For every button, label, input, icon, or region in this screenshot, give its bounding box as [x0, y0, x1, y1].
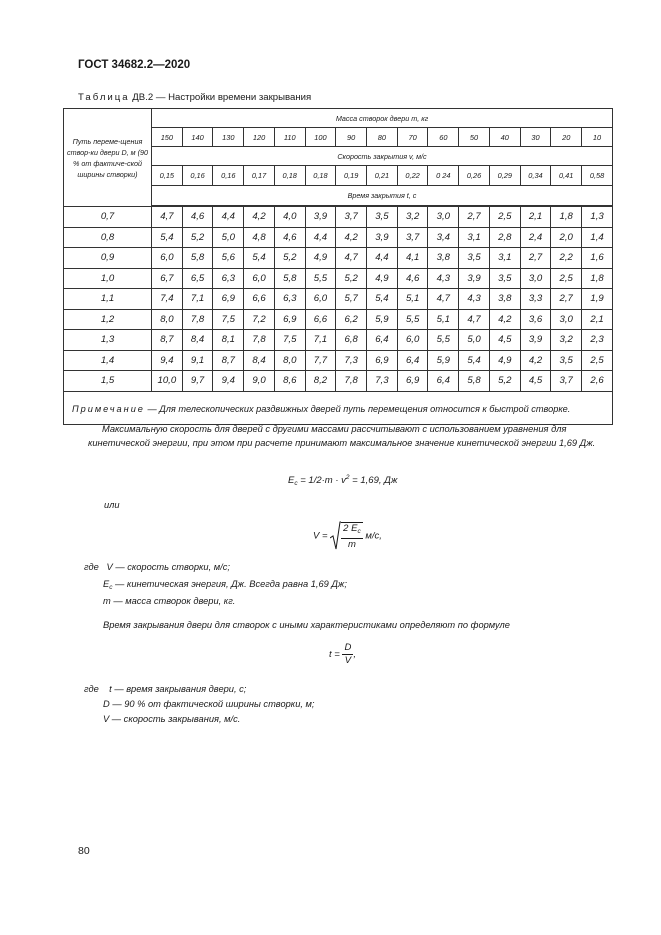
time-cell: 2,7	[551, 289, 582, 310]
time-cell: 4,1	[397, 248, 428, 269]
time-cell: 5,7	[336, 289, 367, 310]
table-note	[64, 391, 613, 424]
path-cell: 1,2	[64, 309, 152, 330]
time-cell: 6,9	[274, 309, 305, 330]
time-cell: 8,4	[244, 350, 275, 371]
time-cell: 2,6	[582, 371, 613, 392]
time-cell: 4,6	[274, 227, 305, 248]
time-cell: 3,4	[428, 227, 459, 248]
paragraph-closing-time: Время закрывания двери для створок с иными характеристиками определяют по формуле	[103, 620, 510, 630]
time-cell: 7,8	[336, 371, 367, 392]
table-header-row	[64, 109, 613, 128]
time-cell: 3,9	[459, 268, 490, 289]
speed-label-cell: Скорость закрытия v, м/с	[152, 147, 613, 166]
where-clause-2: $E_c$ — кинетическая энергия, Дж. Всегда равна 1,69 Дж;	[103, 579, 347, 591]
speed-value-cell: 0,18	[305, 166, 336, 186]
time-cell: 7,1	[305, 330, 336, 351]
time-cell: 2,5	[551, 268, 582, 289]
time-cell: 6,0	[305, 289, 336, 310]
time-cell: 5,9	[428, 350, 459, 371]
time-cell: 5,4	[152, 227, 183, 248]
table-row	[64, 248, 613, 269]
time-cell: 4,5	[520, 371, 551, 392]
time-cell: 9,7	[182, 371, 213, 392]
mass-value-cell: 10	[582, 128, 613, 147]
time-cell: 5,5	[397, 309, 428, 330]
time-cell: 6,6	[244, 289, 275, 310]
table-caption-text: ДВ.2 — Настройки времени закрывания	[132, 92, 312, 103]
time-cell: 7,2	[244, 309, 275, 330]
time-cell: 5,1	[428, 309, 459, 330]
time-cell: 4,2	[520, 350, 551, 371]
time-cell: 4,9	[305, 248, 336, 269]
time-cell: 7,4	[152, 289, 183, 310]
time-cell: 4,6	[397, 268, 428, 289]
time-cell: 9,0	[244, 371, 275, 392]
time-cell: 5,2	[489, 371, 520, 392]
speed-value-cell: 0,22	[397, 166, 428, 186]
time-cell: 5,4	[459, 350, 490, 371]
time-cell: 10,0	[152, 371, 183, 392]
time-cell: 5,0	[459, 330, 490, 351]
document-header: ГОСТ 34682.2—2020	[78, 59, 191, 71]
time-cell: 5,4	[244, 248, 275, 269]
time-cell: 6,9	[213, 289, 244, 310]
table-row	[64, 289, 613, 310]
note-text: — Для телескопических раздвижных дверей путь перемещения относится к быстрой створке.	[147, 403, 571, 414]
time-cell: 3,1	[489, 248, 520, 269]
time-cell: 4,2	[489, 309, 520, 330]
time-cell: 4,4	[213, 207, 244, 228]
table-note-row	[64, 391, 613, 424]
table-row	[64, 371, 613, 392]
time-cell: 2,5	[489, 207, 520, 228]
time-cell: 1,4	[582, 227, 613, 248]
time-cell: 5,6	[213, 248, 244, 269]
time-cell: 5,2	[274, 248, 305, 269]
speed-value-cell: 0,19	[336, 166, 367, 186]
time-cell: 3,6	[520, 309, 551, 330]
time-cell: 3,8	[489, 289, 520, 310]
path-cell: 0,7	[64, 207, 152, 228]
path-column-header: Путь переме-щения створ-ки двери D, м (90 % от фактиче-ской ширины створки)	[64, 109, 152, 207]
path-cell: 1,1	[64, 289, 152, 310]
formula-speed: V = $\frac{2 E_c}{m}$ м/с,	[313, 522, 382, 550]
time-cell: 1,9	[582, 289, 613, 310]
time-cell: 1,8	[582, 268, 613, 289]
time-cell: 4,7	[152, 207, 183, 228]
time-cell: 8,2	[305, 371, 336, 392]
time-cell: 9,1	[182, 350, 213, 371]
time-cell: 4,7	[459, 309, 490, 330]
time-cell: 6,4	[397, 350, 428, 371]
mass-value-cell: 140	[182, 128, 213, 147]
time-cell: 3,2	[551, 330, 582, 351]
time-cell: 4,2	[336, 227, 367, 248]
time-cell: 4,7	[428, 289, 459, 310]
path-cell: 1,4	[64, 350, 152, 371]
closing-time-table	[63, 108, 613, 425]
time-cell: 4,9	[489, 350, 520, 371]
time-cell: 7,3	[336, 350, 367, 371]
time-cell: 6,3	[274, 289, 305, 310]
time-cell: 6,9	[397, 371, 428, 392]
time-cell: 1,8	[551, 207, 582, 228]
time-cell: 6,3	[213, 268, 244, 289]
speed-value-cell: 0,34	[520, 166, 551, 186]
table-row	[64, 350, 613, 371]
time-cell: 5,8	[274, 268, 305, 289]
time-cell: 5,1	[397, 289, 428, 310]
mass-label-cell: Масса створок двери m, кг	[152, 109, 613, 128]
time-cell: 5,9	[367, 309, 398, 330]
where-clause-4: где t — время закрывания двери, с;	[84, 684, 247, 694]
mass-value-cell: 90	[336, 128, 367, 147]
mass-value-cell: 120	[244, 128, 275, 147]
speed-value-cell: 0,18	[274, 166, 305, 186]
time-cell: 7,5	[213, 309, 244, 330]
radical-sign-icon	[330, 521, 341, 551]
table-caption	[78, 92, 311, 103]
time-cell: 5,2	[336, 268, 367, 289]
time-cell: 5,5	[428, 330, 459, 351]
speed-value-cell: 0 24	[428, 166, 459, 186]
path-cell: 0,9	[64, 248, 152, 269]
table-caption-label: Таблица	[78, 92, 130, 103]
time-label-cell: Время закрытия t, с	[152, 186, 613, 206]
time-cell: 4,4	[305, 227, 336, 248]
time-cell: 5,8	[459, 371, 490, 392]
time-cell: 3,0	[520, 268, 551, 289]
speed-value-cell: 0,16	[213, 166, 244, 186]
time-cell: 4,3	[459, 289, 490, 310]
time-cell: 8,0	[152, 309, 183, 330]
time-cell: 7,1	[182, 289, 213, 310]
time-cell: 5,0	[213, 227, 244, 248]
time-cell: 2,1	[520, 207, 551, 228]
time-cell: 4,3	[428, 268, 459, 289]
time-cell: 8,7	[152, 330, 183, 351]
time-cell: 5,4	[367, 289, 398, 310]
time-cell: 3,7	[336, 207, 367, 228]
mass-value-cell: 30	[520, 128, 551, 147]
time-cell: 3,5	[459, 248, 490, 269]
time-cell: 3,5	[489, 268, 520, 289]
time-cell: 9,4	[213, 371, 244, 392]
time-cell: 6,0	[152, 248, 183, 269]
time-cell: 6,2	[336, 309, 367, 330]
speed-value-cell: 0,58	[582, 166, 613, 186]
time-cell: 3,7	[397, 227, 428, 248]
speed-value-cell: 0,15	[152, 166, 183, 186]
mass-value-cell: 20	[551, 128, 582, 147]
note-label: Примечание	[72, 403, 145, 414]
speed-value-cell: 0,26	[459, 166, 490, 186]
speed-value-cell: 0,29	[489, 166, 520, 186]
time-cell: 7,5	[274, 330, 305, 351]
time-cell: 7,8	[182, 309, 213, 330]
time-cell: 4,4	[367, 248, 398, 269]
where-clause-6: V — скорость закрывания, м/с.	[103, 714, 241, 724]
path-cell: 0,8	[64, 227, 152, 248]
formula-kinetic-energy: $E_c = 1/2\cdot m \cdot v^2 = 1,69$, Дж	[288, 474, 398, 487]
time-cell: 6,5	[182, 268, 213, 289]
time-cell: 4,5	[489, 330, 520, 351]
time-cell: 4,6	[182, 207, 213, 228]
time-cell: 3,7	[551, 371, 582, 392]
time-cell: 5,5	[305, 268, 336, 289]
table-row	[64, 207, 613, 228]
time-cell: 3,9	[305, 207, 336, 228]
time-cell: 2,1	[582, 309, 613, 330]
time-cell: 7,8	[244, 330, 275, 351]
time-cell: 4,8	[244, 227, 275, 248]
page-number: 80	[78, 845, 90, 857]
mass-value-cell: 50	[459, 128, 490, 147]
mass-value-cell: 150	[152, 128, 183, 147]
paragraph-max-speed: Максимальную скорость для дверей с другими массами рассчитывают с использованием уравнения для кинетической энергии, при этом при расчете принимают максимальное значение кинетической энергии 1,69 Дж.	[88, 424, 596, 448]
time-cell: 6,0	[244, 268, 275, 289]
table-row	[64, 309, 613, 330]
time-cell: 3,0	[428, 207, 459, 228]
time-cell: 8,1	[213, 330, 244, 351]
time-cell: 6,0	[397, 330, 428, 351]
mass-value-cell: 70	[397, 128, 428, 147]
path-cell: 1,3	[64, 330, 152, 351]
time-cell: 7,7	[305, 350, 336, 371]
mass-value-cell: 60	[428, 128, 459, 147]
time-cell: 6,4	[428, 371, 459, 392]
time-cell: 4,9	[367, 268, 398, 289]
time-cell: 3,9	[520, 330, 551, 351]
time-cell: 2,7	[459, 207, 490, 228]
where-clause-5: D — 90 % от фактической ширины створки, м;	[103, 699, 315, 709]
time-cell: 3,8	[428, 248, 459, 269]
time-cell: 7,3	[367, 371, 398, 392]
time-cell: 5,2	[182, 227, 213, 248]
path-cell: 1,5	[64, 371, 152, 392]
time-cell: 2,7	[520, 248, 551, 269]
mass-value-cell: 130	[213, 128, 244, 147]
time-cell: 6,7	[152, 268, 183, 289]
time-cell: 2,2	[551, 248, 582, 269]
time-cell: 3,3	[520, 289, 551, 310]
time-cell: 2,5	[582, 350, 613, 371]
time-cell: 2,0	[551, 227, 582, 248]
time-cell: 3,0	[551, 309, 582, 330]
mass-value-cell: 40	[489, 128, 520, 147]
time-cell: 8,4	[182, 330, 213, 351]
speed-value-cell: 0,17	[244, 166, 275, 186]
time-cell: 2,8	[489, 227, 520, 248]
time-cell: 9,4	[152, 350, 183, 371]
table-row	[64, 268, 613, 289]
time-cell: 4,7	[336, 248, 367, 269]
time-cell: 6,4	[367, 330, 398, 351]
time-cell: 3,5	[367, 207, 398, 228]
time-cell: 6,8	[336, 330, 367, 351]
time-cell: 8,7	[213, 350, 244, 371]
time-cell: 6,6	[305, 309, 336, 330]
time-cell: 4,2	[244, 207, 275, 228]
time-cell: 1,3	[582, 207, 613, 228]
time-cell: 8,0	[274, 350, 305, 371]
time-cell: 3,1	[459, 227, 490, 248]
path-cell: 1,0	[64, 268, 152, 289]
mass-value-cell: 110	[274, 128, 305, 147]
time-cell: 2,4	[520, 227, 551, 248]
speed-value-cell: 0,41	[551, 166, 582, 186]
time-cell: 3,5	[551, 350, 582, 371]
time-cell: 1,6	[582, 248, 613, 269]
time-cell: 8,6	[274, 371, 305, 392]
mass-value-cell: 80	[367, 128, 398, 147]
mass-value-cell: 100	[305, 128, 336, 147]
time-cell: 6,9	[367, 350, 398, 371]
speed-value-cell: 0,21	[367, 166, 398, 186]
time-cell: 3,9	[367, 227, 398, 248]
where-clause-3: m — масса створок двери, кг.	[103, 596, 236, 606]
where-clause-1: где V — скорость створки, м/с;	[84, 562, 230, 572]
formula-time: t = $\frac{D}{V}$ ,	[329, 642, 356, 666]
time-cell: 4,0	[274, 207, 305, 228]
time-cell: 2,3	[582, 330, 613, 351]
table-row	[64, 330, 613, 351]
word-or: или	[104, 500, 120, 510]
time-cell: 3,2	[397, 207, 428, 228]
time-cell: 5,8	[182, 248, 213, 269]
table-row	[64, 227, 613, 248]
speed-value-cell: 0,16	[182, 166, 213, 186]
